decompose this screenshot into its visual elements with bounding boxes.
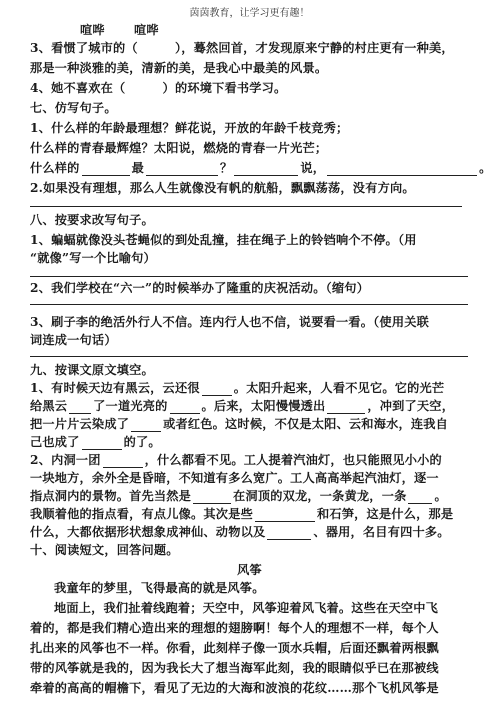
text-fragment: 1、有时候天边有黑云，云还很 <box>30 381 200 395</box>
s7-q1-line-2: 什么样的青春最辉煌？太阳说，燃烧的青春一片光芒； <box>30 141 328 155</box>
text-fragment: 。 <box>434 489 447 503</box>
passage-p2-line-2: 着的，都是我们精心造出来的理想的翅膀啊！每个人的理想不一样，每个人 <box>30 621 439 635</box>
answer-blank[interactable] <box>327 401 365 414</box>
answer-blank[interactable] <box>193 491 231 504</box>
s7-q2: 2.如果没有理想，那么人生就像没有帆的航船，飘飘荡荡，没有方向。 <box>30 181 415 195</box>
text-fragment: 什么样的 <box>30 161 80 175</box>
item-3-line-2: 那是一种淡雅的美，清新的美，是我心中最美的风景。 <box>30 61 328 75</box>
text-fragment: 。后来，太阳慢慢透出 <box>201 399 326 413</box>
page-header: 茵茵教育，让学习更有趣！ <box>189 8 310 19</box>
text-fragment: 在洞顶的双龙，一条黄龙，一条 <box>233 489 407 503</box>
s9-q2-line-3 <box>30 488 470 504</box>
text-fragment: 了一道光亮的 <box>93 399 168 413</box>
item-4: 4、她不喜欢在（ ）的环境下看书学习。 <box>30 81 287 95</box>
text-fragment: 指点洞内的景物。首先当然是 <box>30 489 192 503</box>
text-fragment: 说， <box>300 161 326 175</box>
s8-q3-line-2: 词连成一句话） <box>30 333 117 347</box>
answer-blank[interactable] <box>255 509 315 522</box>
s9-q1-line-4 <box>30 434 470 450</box>
text-fragment: ？ <box>219 161 233 175</box>
s7-q1-line-3 <box>30 160 492 176</box>
text-fragment: 最 <box>131 161 144 175</box>
s9-q2-line-5 <box>30 524 470 540</box>
item-3-line-1: 3、看惯了城市的（ ），蓦然回首，才发现原来宁静的村庄更有一种美， <box>30 41 454 55</box>
text-fragment: 2、内洞一团 <box>30 453 101 467</box>
s8-q3-line-1: 3、刷子李的绝活外行人不信。连内行人也不信，说要看一看。（使用关联 <box>30 315 429 329</box>
s9-q1-line-2 <box>30 398 470 414</box>
text-fragment: 和石笋，这是什么，那是 <box>316 507 454 521</box>
answer-line[interactable] <box>30 206 462 207</box>
answer-line[interactable] <box>30 356 468 357</box>
text-fragment: 我顺着他的指点看，有点儿像。其次是些 <box>30 507 253 521</box>
text-fragment: 。 <box>479 161 492 175</box>
s8-q1-line-1: 1、蝙蝠就像没头苍蝇似的到处乱撞，挂在绳子上的铃铛响个不停。（用 <box>30 233 417 247</box>
section-10-heading: 十、阅读短文，回答问题。 <box>30 543 179 557</box>
s9-q1-line-1 <box>30 380 470 396</box>
passage-p2-line-4: 带的风筝就是我的，因为我长大了想当海军此刻，我的眼睛似乎已在那被线 <box>30 661 439 675</box>
word-pair: 喧哗 喧哗 <box>80 23 159 37</box>
passage-p2-line-5: 牵着的高高的帽檐下，看见了无边的大海和波浪的花纹……那个飞机风筝是 <box>30 681 439 695</box>
section-8-heading: 八、按要求改写句子。 <box>30 213 154 227</box>
answer-blank[interactable] <box>202 383 232 396</box>
section-7-heading: 七、仿写句子。 <box>30 101 117 115</box>
answer-blank[interactable] <box>69 401 91 414</box>
text-fragment: 什么，大都依据形状想象成神仙、动物以及 <box>30 525 266 539</box>
passage-paragraph-1: 我童年的梦里，飞得最高的就是风筝。 <box>54 581 265 595</box>
text-fragment: 给黑云 <box>30 399 68 413</box>
s9-q2-line-2: 一块地方，余外全是昏暗，不知道有多么宽广。工人高高举起汽油灯，逐一 <box>30 471 439 485</box>
answer-blank[interactable] <box>327 163 477 176</box>
answer-blank[interactable] <box>234 163 298 176</box>
answer-blank[interactable] <box>82 163 130 176</box>
s9-q1-line-3 <box>30 416 470 432</box>
answer-blank[interactable] <box>170 401 200 414</box>
passage-p2-line-1: 地面上，我们扯着线跑着；天空中，风筝迎着风飞着。这些在天空中飞 <box>54 601 439 615</box>
answer-blank[interactable] <box>131 419 161 432</box>
passage-title: 风筝 <box>237 563 262 577</box>
text-fragment: ，什么都看不见。工人提着汽油灯，也只能照见小小的 <box>144 453 442 467</box>
section-9-heading: 九、按课文原文填空。 <box>30 363 154 377</box>
s7-q1-line-1: 1、什么样的年龄最理想？鲜花说，开放的年龄千枝竞秀； <box>30 121 349 135</box>
text-fragment: 的了。 <box>123 435 161 449</box>
text-fragment: 或者红色。这时候，不仅是太阳、云和海水，连我自 <box>163 417 449 431</box>
text-fragment: 己也成了 <box>30 435 80 449</box>
text-fragment: ，冲到了天空， <box>367 399 455 413</box>
answer-line[interactable] <box>30 304 468 305</box>
s9-q2-line-4 <box>30 506 470 522</box>
answer-blank[interactable] <box>103 455 143 468</box>
answer-line[interactable] <box>30 276 468 277</box>
answer-blank[interactable] <box>408 491 432 504</box>
answer-blank[interactable] <box>267 527 311 540</box>
answer-blank[interactable] <box>82 437 122 450</box>
s8-q2: 2、我们学校在“六一”的时候举办了隆重的庆祝活动。（缩句） <box>30 281 370 295</box>
text-fragment: 、器用，名目有四十多。 <box>313 525 450 539</box>
answer-blank[interactable] <box>146 163 218 176</box>
s8-q1-line-2: “就像”写一个比喻句） <box>30 251 156 265</box>
passage-p2-line-3: 扎出来的风筝也不一样。你看，此刻样子像一顶水兵帽，后面还飘着两根飘 <box>30 641 439 655</box>
text-fragment: 把一片片云染成了 <box>30 417 130 431</box>
s9-q2-line-1 <box>30 452 470 468</box>
text-fragment: 。太阳升起来，人看不见它。它的光芒 <box>233 381 445 395</box>
